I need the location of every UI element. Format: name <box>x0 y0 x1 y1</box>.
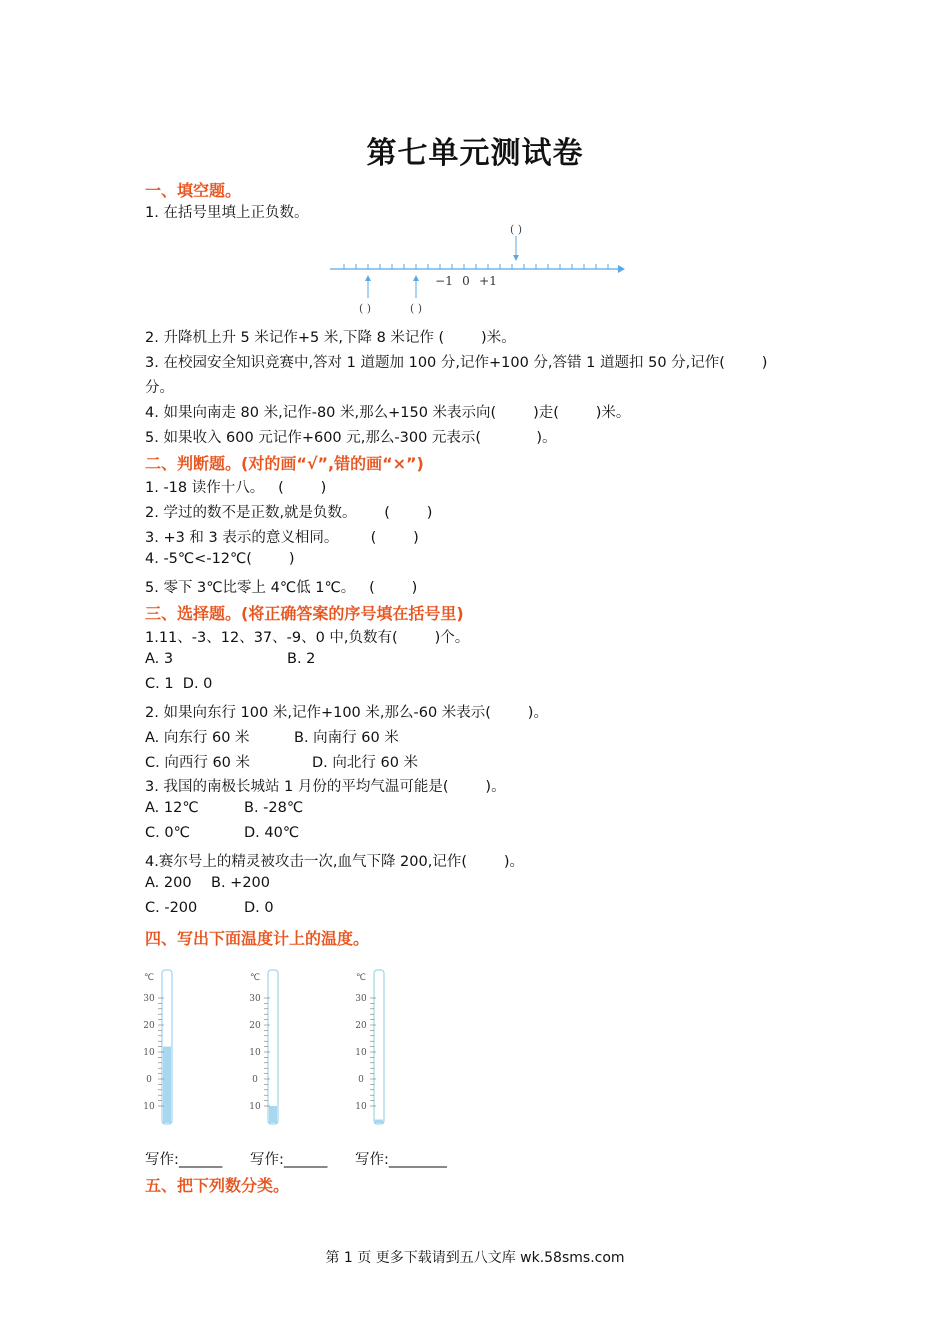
choice-q3-option-d: D. 40℃ <box>244 825 300 841</box>
choice-q3-option-a: A. 12℃ <box>145 800 199 816</box>
choice-question-2: 2. 如果向东行 100 米,记作+100 米,那么-60 米表示( )。 <box>145 705 548 721</box>
thermometer-scale-label: 10 <box>143 1102 155 1112</box>
thermometer-2-answer: 写作:______ <box>250 1152 328 1168</box>
thermometer-scale-label: 10 <box>355 1102 367 1112</box>
thermometer-scale-label: 20 <box>249 1021 261 1031</box>
bottom-blank-2: ( ) <box>409 302 423 315</box>
thermometer-scale-label: 10 <box>143 1048 155 1058</box>
label-zero: 0 <box>462 274 470 288</box>
page-title: 第七单元测试卷 <box>366 136 584 171</box>
choice-q2-option-a: A. 向东行 60 米 <box>145 730 250 746</box>
fill-question-3: 3. 在校园安全知识竞赛中,答对 1 道题加 100 分,记作+100 分,答错 1 道题扣 50 分,记作( ) <box>145 355 768 371</box>
judge-question-1: 1. -18 读作十八。 ( ) <box>145 480 327 496</box>
section-classify-heading: 五、把下列数分类。 <box>145 1176 290 1195</box>
thermometer-scale-label: 10 <box>249 1102 261 1112</box>
arrow-top-head <box>513 255 519 261</box>
thermometer-svg <box>140 968 180 1128</box>
judge-question-2: 2. 学过的数不是正数,就是负数。 ( ) <box>145 505 433 521</box>
arrow-bottom-2-head <box>413 275 419 281</box>
thermometer-2 <box>246 968 286 1128</box>
thermometer-mercury <box>269 1106 277 1123</box>
thermometer-unit: ℃ <box>355 973 367 983</box>
thermometer-scale-label: 10 <box>249 1048 261 1058</box>
thermometer-unit: ℃ <box>249 973 261 983</box>
choice-q3-option-c: C. 0℃ <box>145 825 190 841</box>
judge-question-3: 3. +3 和 3 表示的意义相同。 ( ) <box>145 530 419 546</box>
thermometer-scale-label: 30 <box>143 994 155 1004</box>
thermometer-mercury <box>163 1047 171 1123</box>
thermometer-scale-label: 20 <box>143 1021 155 1031</box>
number-line-arrowhead <box>618 265 625 273</box>
thermometer-1-answer: 写作:______ <box>145 1152 223 1168</box>
choice-q2-option-c: C. 向西行 60 米 <box>145 755 251 771</box>
section-choice-heading: 三、选择题。(将正确答案的序号填在括号里) <box>145 604 464 623</box>
section-thermometer-heading: 四、写出下面温度计上的温度。 <box>145 929 370 948</box>
thermometer-3 <box>352 968 392 1128</box>
judge-question-4: 4. -5℃<-12℃( ) <box>145 551 295 567</box>
judge-question-5: 5. 零下 3℃比零上 4℃低 1℃。 ( ) <box>145 580 418 596</box>
thermometer-scale-label: 20 <box>355 1021 367 1031</box>
label-neg1: −1 <box>435 274 453 288</box>
bottom-blank-1: ( ) <box>358 302 372 315</box>
top-blank: ( ) <box>509 223 523 236</box>
fill-question-4: 4. 如果向南走 80 米,记作-80 米,那么+150 米表示向( )走( )米。 <box>145 405 631 421</box>
thermometer-tube <box>268 970 278 1124</box>
choice-q3-option-b: B. -28℃ <box>244 800 304 816</box>
choice-q4-option-b: B. +200 <box>211 875 270 891</box>
thermometer-mercury <box>375 1120 383 1124</box>
thermometer-svg <box>352 968 392 1128</box>
section-fill-heading: 一、填空题。 <box>145 181 242 200</box>
page-footer: 第 1 页 更多下载请到五八文库 wk.58sms.com <box>325 1250 625 1266</box>
fill-question-1: 1. 在括号里填上正负数。 <box>145 205 309 221</box>
thermometer-scale-label: 10 <box>355 1048 367 1058</box>
choice-q2-option-d: D. 向北行 60 米 <box>312 755 419 771</box>
thermometer-scale-label: 0 <box>146 1075 152 1085</box>
thermometer-scale-label: 30 <box>249 994 261 1004</box>
choice-q4-option-d: D. 0 <box>244 900 274 916</box>
choice-q2-option-b: B. 向南行 60 米 <box>294 730 399 746</box>
choice-q1-option-b: B. 2 <box>287 651 316 667</box>
choice-question-3: 3. 我国的南极长城站 1 月份的平均气温可能是( )。 <box>145 779 506 795</box>
fill-question-3-cont: 分。 <box>145 380 174 396</box>
thermometer-tube <box>374 970 384 1124</box>
thermometer-svg <box>246 968 286 1128</box>
number-line-ticks <box>344 264 608 269</box>
fill-question-5: 5. 如果收入 600 元记作+600 元,那么-300 元表示( )。 <box>145 430 557 446</box>
number-line <box>320 218 630 318</box>
thermometer-1 <box>140 968 180 1128</box>
thermometer-3-answer: 写作:________ <box>355 1152 447 1168</box>
choice-q4-option-c: C. -200 <box>145 900 198 916</box>
section-judge-heading: 二、判断题。(对的画“√”,错的画“×”) <box>145 454 424 473</box>
choice-q1-option-cd: C. 1 D. 0 <box>145 676 213 692</box>
thermometer-scale-label: 0 <box>252 1075 258 1085</box>
thermometer-scale-label: 30 <box>355 994 367 1004</box>
label-pos1: +1 <box>479 274 497 288</box>
fill-question-2: 2. 升降机上升 5 米记作+5 米,下降 8 米记作 ( )米。 <box>145 330 516 346</box>
arrow-bottom-1-head <box>365 275 371 281</box>
choice-question-1: 1.11、-3、12、37、-9、0 中,负数有( )个。 <box>145 630 470 646</box>
choice-q4-option-a: A. 200 <box>145 875 192 891</box>
choice-q1-option-a: A. 3 <box>145 651 174 667</box>
choice-question-4: 4.赛尔号上的精灵被攻击一次,血气下降 200,记作( )。 <box>145 854 525 870</box>
thermometer-scale-label: 0 <box>358 1075 364 1085</box>
thermometer-unit: ℃ <box>143 973 155 983</box>
